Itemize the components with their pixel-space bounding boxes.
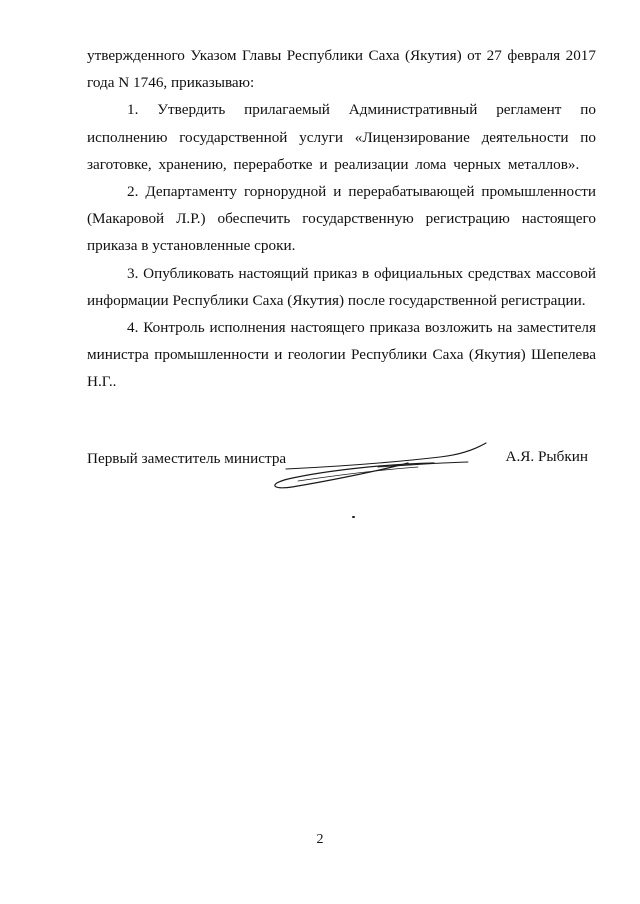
- paragraph-item-3: 3. Опубликовать настоящий приказ в официальных средствах массовой информации Республики Саха (Якутия) после государственной регистрации.: [87, 264, 596, 309]
- stray-mark: [352, 516, 355, 518]
- paragraph-item-2: 2. Департаменту горнорудной и перерабатывающей промышленности (Макаровой Л.Р.) обеспечить государственную регистрацию настоящего приказа в установленные сроки.: [87, 183, 596, 255]
- paragraph-continuation: утвержденного Указом Главы Республики Саха (Якутия) от 27 февраля 2017 года N 1746, приказываю:: [87, 47, 596, 92]
- page-number: 2: [316, 832, 324, 847]
- signatory-position: Первый заместитель министра: [87, 450, 287, 467]
- paragraph-item-1: 1. Утвердить прилагаемый Административный регламент по исполнению государственной услуги «Лицензирование деятельности по заготовке, хранению, переработке и реализации лома черных металлов».: [87, 101, 596, 173]
- signatory-name: А.Я. Рыбкин: [505, 448, 588, 465]
- paragraph-item-4: 4. Контроль исполнения настоящего приказа возложить на заместителя министра промышленности и геологии Республики Саха (Якутия) Шепелева Н.Г..: [87, 319, 596, 391]
- document-body: [87, 42, 596, 396]
- handwritten-signature: [258, 437, 498, 497]
